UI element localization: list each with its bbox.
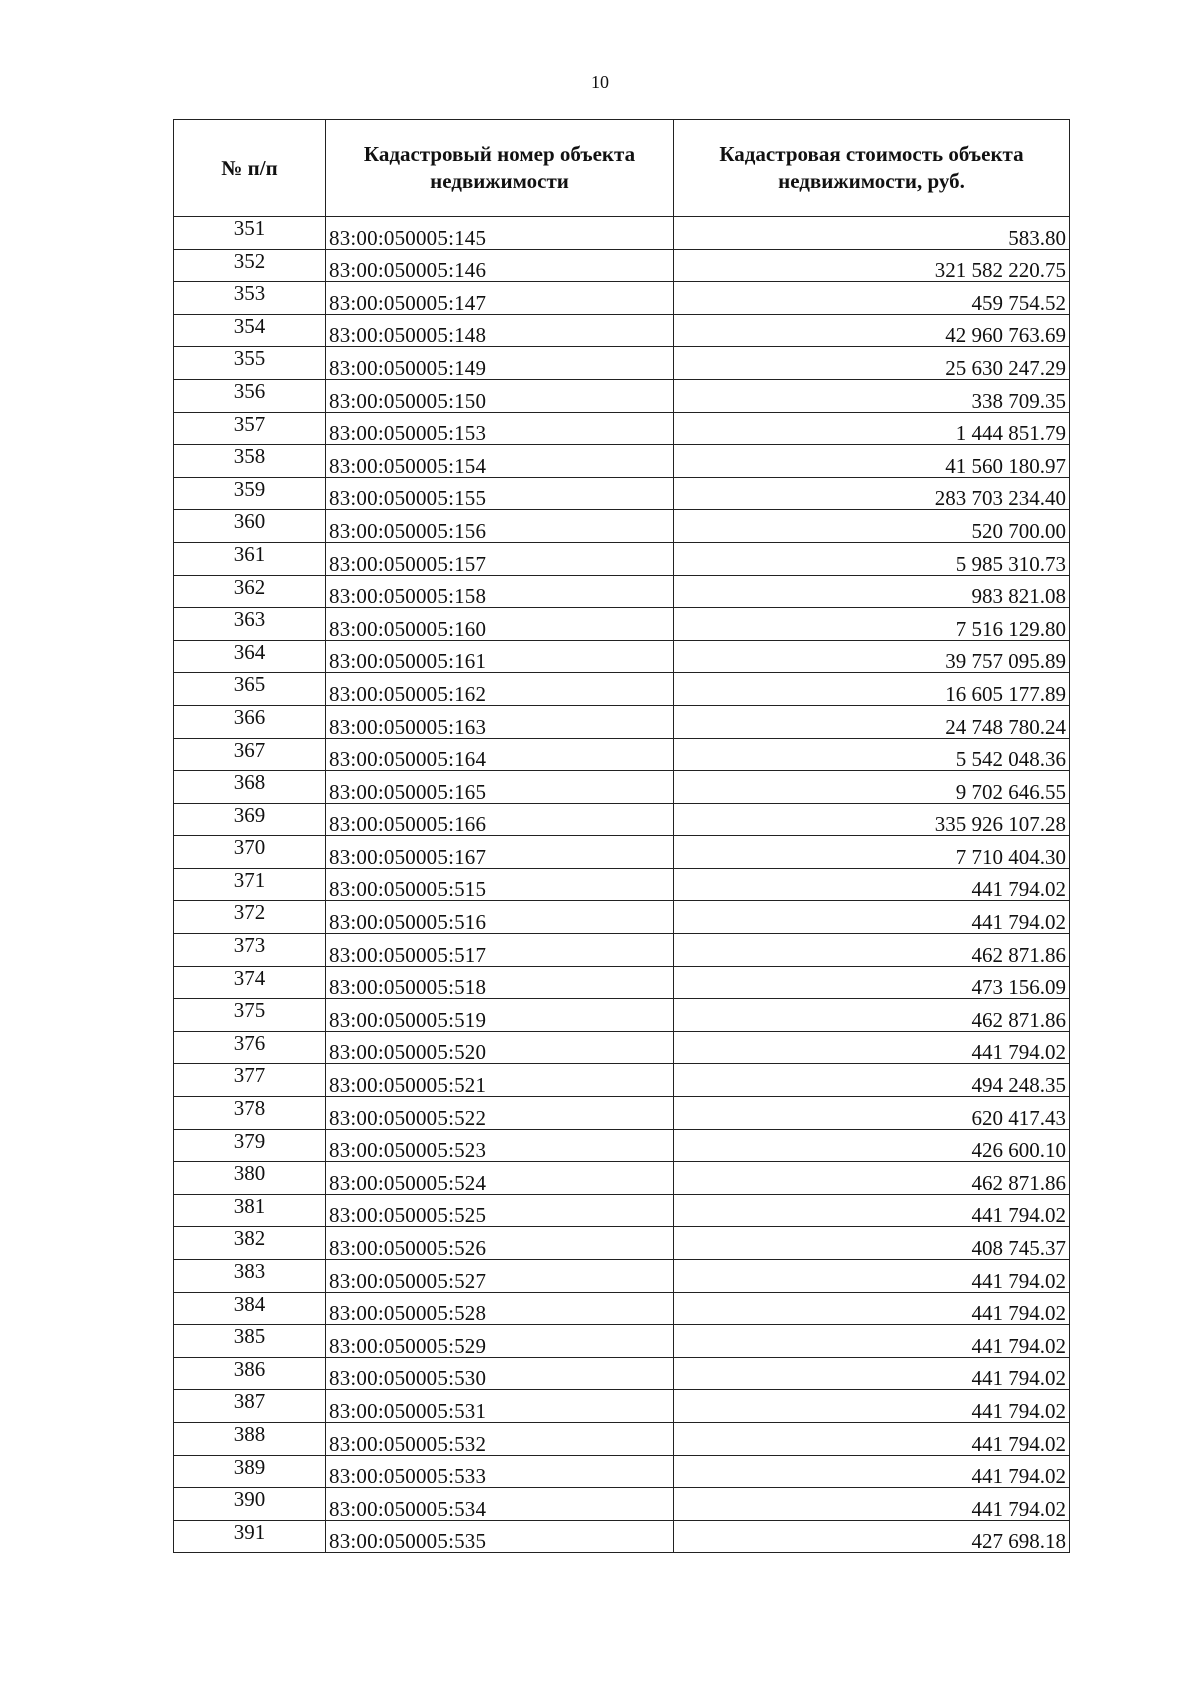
cadastral-number-cell: 83:00:050005:164 bbox=[326, 738, 674, 771]
row-number-cell: 383 bbox=[174, 1260, 326, 1293]
cadastral-number-cell: 83:00:050005:161 bbox=[326, 640, 674, 673]
table-row bbox=[174, 282, 1070, 315]
cadastral-number-cell: 83:00:050005:534 bbox=[326, 1488, 674, 1521]
cadastral-number-cell: 83:00:050005:517 bbox=[326, 934, 674, 967]
table-row bbox=[174, 608, 1070, 641]
cadastral-number-cell: 83:00:050005:530 bbox=[326, 1357, 674, 1390]
cadastral-value-cell: 427 698.18 bbox=[674, 1520, 1070, 1553]
row-number-cell: 369 bbox=[174, 803, 326, 836]
cadastral-number-cell: 83:00:050005:156 bbox=[326, 510, 674, 543]
cadastral-value-cell: 7 710 404.30 bbox=[674, 836, 1070, 869]
cadastral-number-cell: 83:00:050005:531 bbox=[326, 1390, 674, 1423]
cadastral-value-cell: 441 794.02 bbox=[674, 901, 1070, 934]
table-row bbox=[174, 217, 1070, 250]
row-number-cell: 389 bbox=[174, 1455, 326, 1488]
cadastral-value-cell: 983 821.08 bbox=[674, 575, 1070, 608]
cadastral-number-cell: 83:00:050005:527 bbox=[326, 1260, 674, 1293]
cadastral-value-cell: 441 794.02 bbox=[674, 1325, 1070, 1358]
table-row bbox=[174, 901, 1070, 934]
cadastral-number-cell: 83:00:050005:155 bbox=[326, 477, 674, 510]
table-row bbox=[174, 1097, 1070, 1130]
table-row bbox=[174, 1488, 1070, 1521]
row-number-cell: 356 bbox=[174, 379, 326, 412]
row-number-cell: 360 bbox=[174, 510, 326, 543]
table-row bbox=[174, 771, 1070, 804]
row-number-cell: 366 bbox=[174, 705, 326, 738]
row-number-cell: 388 bbox=[174, 1422, 326, 1455]
table-row bbox=[174, 999, 1070, 1032]
row-number-cell: 390 bbox=[174, 1488, 326, 1521]
cadastral-number-cell: 83:00:050005:158 bbox=[326, 575, 674, 608]
cadastral-value-cell: 620 417.43 bbox=[674, 1097, 1070, 1130]
cadastral-number-cell: 83:00:050005:533 bbox=[326, 1455, 674, 1488]
table-row bbox=[174, 379, 1070, 412]
table-row bbox=[174, 836, 1070, 869]
cadastral-number-cell: 83:00:050005:147 bbox=[326, 282, 674, 315]
cadastral-number-cell: 83:00:050005:516 bbox=[326, 901, 674, 934]
cadastral-value-cell: 338 709.35 bbox=[674, 379, 1070, 412]
table-row bbox=[174, 445, 1070, 478]
row-number-cell: 387 bbox=[174, 1390, 326, 1423]
table-row bbox=[174, 1129, 1070, 1162]
cadastral-value-cell: 1 444 851.79 bbox=[674, 412, 1070, 445]
row-number-cell: 358 bbox=[174, 445, 326, 478]
row-number-cell: 386 bbox=[174, 1357, 326, 1390]
cadastral-value-cell: 39 757 095.89 bbox=[674, 640, 1070, 673]
table-row bbox=[174, 1390, 1070, 1423]
row-number-cell: 367 bbox=[174, 738, 326, 771]
table-row bbox=[174, 1325, 1070, 1358]
cadastral-value-cell: 494 248.35 bbox=[674, 1064, 1070, 1097]
cadastral-value-cell: 5 985 310.73 bbox=[674, 542, 1070, 575]
cadastral-number-cell: 83:00:050005:529 bbox=[326, 1325, 674, 1358]
row-number-cell: 376 bbox=[174, 1031, 326, 1064]
cadastral-number-cell: 83:00:050005:528 bbox=[326, 1292, 674, 1325]
table-row bbox=[174, 966, 1070, 999]
page-number: 10 bbox=[591, 72, 609, 92]
cadastral-number-cell: 83:00:050005:162 bbox=[326, 673, 674, 706]
cadastral-value-cell: 441 794.02 bbox=[674, 1390, 1070, 1423]
row-number-cell: 352 bbox=[174, 249, 326, 282]
cadastral-number-cell: 83:00:050005:525 bbox=[326, 1194, 674, 1227]
header-cadastral-number: Кадастровый номер объекта недвижимости bbox=[326, 120, 674, 217]
cadastral-value-cell: 441 794.02 bbox=[674, 1488, 1070, 1521]
row-number-cell: 374 bbox=[174, 966, 326, 999]
cadastral-value-cell: 335 926 107.28 bbox=[674, 803, 1070, 836]
table-row bbox=[174, 575, 1070, 608]
cadastral-value-cell: 7 516 129.80 bbox=[674, 608, 1070, 641]
row-number-cell: 372 bbox=[174, 901, 326, 934]
cadastral-value-cell: 441 794.02 bbox=[674, 1422, 1070, 1455]
row-number-cell: 373 bbox=[174, 934, 326, 967]
cadastral-number-cell: 83:00:050005:166 bbox=[326, 803, 674, 836]
row-number-cell: 385 bbox=[174, 1325, 326, 1358]
cadastral-number-cell: 83:00:050005:520 bbox=[326, 1031, 674, 1064]
cadastral-number-cell: 83:00:050005:165 bbox=[326, 771, 674, 804]
table-row bbox=[174, 705, 1070, 738]
cadastral-number-cell: 83:00:050005:150 bbox=[326, 379, 674, 412]
cadastral-value-cell: 25 630 247.29 bbox=[674, 347, 1070, 380]
cadastral-value-cell: 426 600.10 bbox=[674, 1129, 1070, 1162]
cadastral-value-table bbox=[173, 119, 1070, 1553]
cadastral-value-cell: 321 582 220.75 bbox=[674, 249, 1070, 282]
table-row bbox=[174, 673, 1070, 706]
cadastral-value-cell: 462 871.86 bbox=[674, 999, 1070, 1032]
cadastral-number-cell: 83:00:050005:521 bbox=[326, 1064, 674, 1097]
header-row bbox=[174, 120, 1070, 217]
cadastral-number-cell: 83:00:050005:535 bbox=[326, 1520, 674, 1553]
cadastral-value-cell: 9 702 646.55 bbox=[674, 771, 1070, 804]
cadastral-number-cell: 83:00:050005:160 bbox=[326, 608, 674, 641]
row-number-cell: 379 bbox=[174, 1129, 326, 1162]
row-number-cell: 365 bbox=[174, 673, 326, 706]
cadastral-value-cell: 441 794.02 bbox=[674, 1292, 1070, 1325]
row-number-cell: 357 bbox=[174, 412, 326, 445]
table-row bbox=[174, 868, 1070, 901]
cadastral-number-cell: 83:00:050005:149 bbox=[326, 347, 674, 380]
cadastral-value-cell: 462 871.86 bbox=[674, 934, 1070, 967]
table-row bbox=[174, 249, 1070, 282]
cadastral-value-cell: 16 605 177.89 bbox=[674, 673, 1070, 706]
table-row bbox=[174, 477, 1070, 510]
table-row bbox=[174, 314, 1070, 347]
row-number-cell: 351 bbox=[174, 217, 326, 250]
cadastral-value-cell: 462 871.86 bbox=[674, 1162, 1070, 1195]
table-row bbox=[174, 347, 1070, 380]
cadastral-value-cell: 520 700.00 bbox=[674, 510, 1070, 543]
cadastral-value-cell: 441 794.02 bbox=[674, 1357, 1070, 1390]
table-row bbox=[174, 1162, 1070, 1195]
row-number-cell: 382 bbox=[174, 1227, 326, 1260]
table-row bbox=[174, 1260, 1070, 1293]
row-number-cell: 354 bbox=[174, 314, 326, 347]
cadastral-value-cell: 583.80 bbox=[674, 217, 1070, 250]
cadastral-number-cell: 83:00:050005:167 bbox=[326, 836, 674, 869]
cadastral-number-cell: 83:00:050005:523 bbox=[326, 1129, 674, 1162]
row-number-cell: 361 bbox=[174, 542, 326, 575]
table-row bbox=[174, 1422, 1070, 1455]
cadastral-value-cell: 441 794.02 bbox=[674, 1260, 1070, 1293]
table-row bbox=[174, 412, 1070, 445]
cadastral-value-cell: 441 794.02 bbox=[674, 868, 1070, 901]
row-number-cell: 380 bbox=[174, 1162, 326, 1195]
table-row bbox=[174, 934, 1070, 967]
table-row bbox=[174, 1520, 1070, 1553]
table-row bbox=[174, 1455, 1070, 1488]
table-row bbox=[174, 1357, 1070, 1390]
row-number-cell: 375 bbox=[174, 999, 326, 1032]
cadastral-number-cell: 83:00:050005:154 bbox=[326, 445, 674, 478]
table-row bbox=[174, 510, 1070, 543]
cadastral-number-cell: 83:00:050005:532 bbox=[326, 1422, 674, 1455]
cadastral-number-cell: 83:00:050005:518 bbox=[326, 966, 674, 999]
table-row bbox=[174, 542, 1070, 575]
cadastral-value-cell: 41 560 180.97 bbox=[674, 445, 1070, 478]
cadastral-value-cell: 459 754.52 bbox=[674, 282, 1070, 315]
cadastral-number-cell: 83:00:050005:157 bbox=[326, 542, 674, 575]
cadastral-number-cell: 83:00:050005:163 bbox=[326, 705, 674, 738]
header-row-number: № п/п bbox=[174, 120, 326, 217]
cadastral-number-cell: 83:00:050005:145 bbox=[326, 217, 674, 250]
cadastral-number-cell: 83:00:050005:519 bbox=[326, 999, 674, 1032]
table-row bbox=[174, 1064, 1070, 1097]
table-row bbox=[174, 1292, 1070, 1325]
row-number-cell: 384 bbox=[174, 1292, 326, 1325]
cadastral-value-cell: 42 960 763.69 bbox=[674, 314, 1070, 347]
row-number-cell: 362 bbox=[174, 575, 326, 608]
table-row bbox=[174, 1031, 1070, 1064]
row-number-cell: 353 bbox=[174, 282, 326, 315]
cadastral-number-cell: 83:00:050005:148 bbox=[326, 314, 674, 347]
table-row bbox=[174, 640, 1070, 673]
cadastral-value-cell: 5 542 048.36 bbox=[674, 738, 1070, 771]
cadastral-number-cell: 83:00:050005:515 bbox=[326, 868, 674, 901]
cadastral-value-cell: 441 794.02 bbox=[674, 1455, 1070, 1488]
row-number-cell: 355 bbox=[174, 347, 326, 380]
row-number-cell: 381 bbox=[174, 1194, 326, 1227]
table-header bbox=[174, 120, 1070, 217]
cadastral-number-cell: 83:00:050005:153 bbox=[326, 412, 674, 445]
cadastral-number-cell: 83:00:050005:146 bbox=[326, 249, 674, 282]
row-number-cell: 363 bbox=[174, 608, 326, 641]
table-body bbox=[174, 217, 1070, 1553]
row-number-cell: 391 bbox=[174, 1520, 326, 1553]
cadastral-value-cell: 24 748 780.24 bbox=[674, 705, 1070, 738]
cadastral-value-cell: 473 156.09 bbox=[674, 966, 1070, 999]
cadastral-number-cell: 83:00:050005:526 bbox=[326, 1227, 674, 1260]
cadastral-value-cell: 441 794.02 bbox=[674, 1194, 1070, 1227]
cadastral-value-cell: 441 794.02 bbox=[674, 1031, 1070, 1064]
table-row bbox=[174, 803, 1070, 836]
row-number-cell: 371 bbox=[174, 868, 326, 901]
table-row bbox=[174, 738, 1070, 771]
cadastral-value-cell: 408 745.37 bbox=[674, 1227, 1070, 1260]
row-number-cell: 378 bbox=[174, 1097, 326, 1130]
row-number-cell: 364 bbox=[174, 640, 326, 673]
row-number-cell: 359 bbox=[174, 477, 326, 510]
row-number-cell: 370 bbox=[174, 836, 326, 869]
header-cadastral-value: Кадастровая стоимость объекта недвижимости, руб. bbox=[674, 120, 1070, 217]
table-row bbox=[174, 1227, 1070, 1260]
cadastral-number-cell: 83:00:050005:522 bbox=[326, 1097, 674, 1130]
row-number-cell: 377 bbox=[174, 1064, 326, 1097]
cadastral-value-cell: 283 703 234.40 bbox=[674, 477, 1070, 510]
row-number-cell: 368 bbox=[174, 771, 326, 804]
cadastral-number-cell: 83:00:050005:524 bbox=[326, 1162, 674, 1195]
table-row bbox=[174, 1194, 1070, 1227]
